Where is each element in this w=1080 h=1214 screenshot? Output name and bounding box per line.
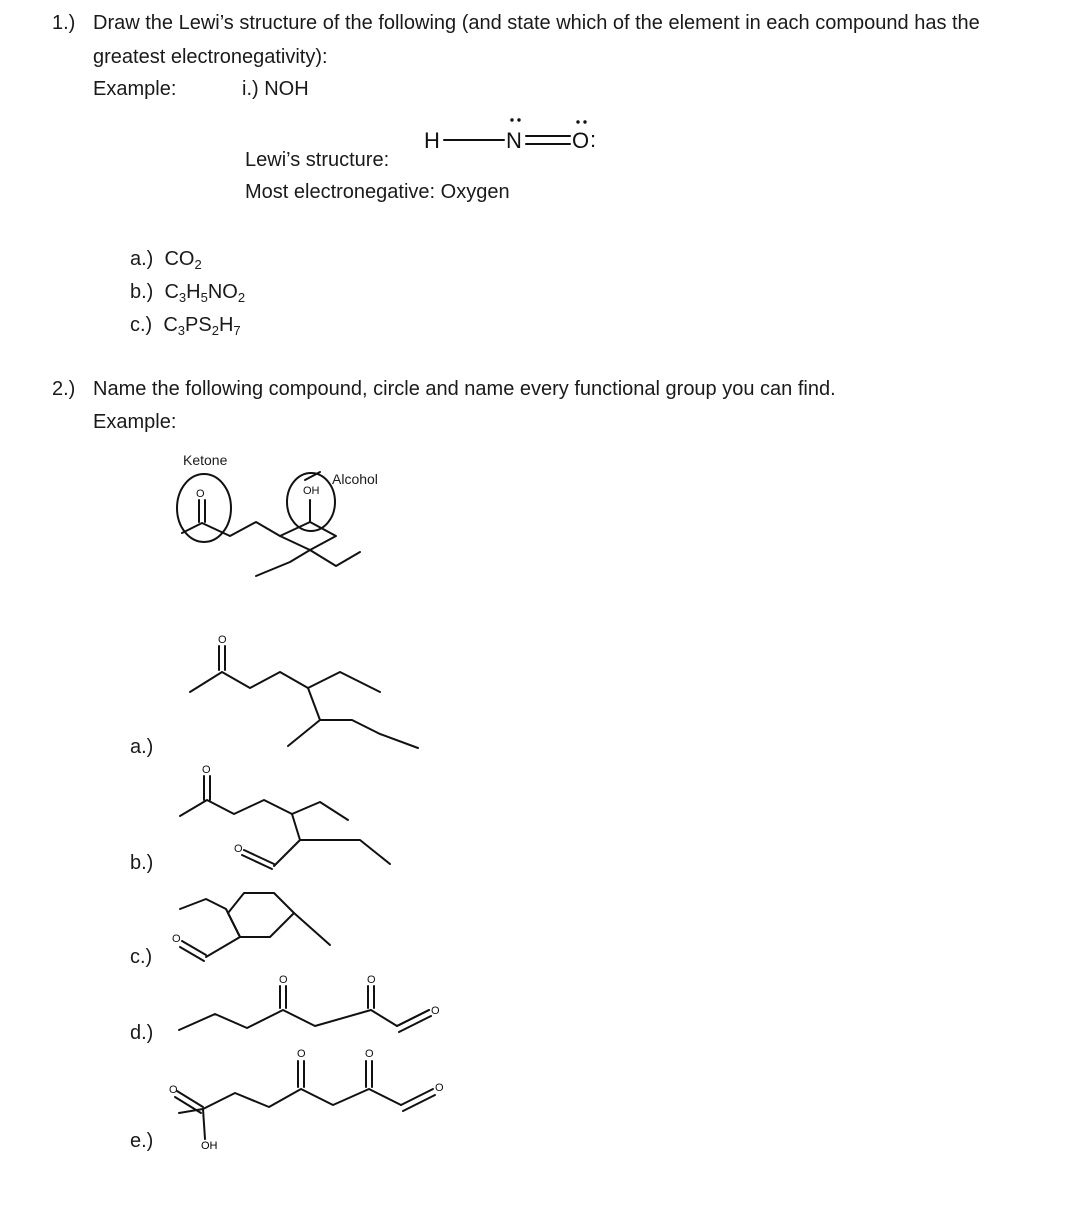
molecule-e-oxygen-1: O [169,1084,178,1096]
q2-item-d-label: d.) [130,1022,154,1044]
q2-item-a-label: a.) [130,736,154,758]
molecule-b-oxygen-1: O [202,764,211,776]
lewis-lone-pair: : [590,127,597,152]
q1-item-a [130,247,202,271]
molecule-c [170,885,370,975]
q1-prompt-line1: Draw the Lewi’s structure of the following (and state which of the element in each compound has the [93,12,980,34]
q1-number: 1.) [52,12,76,34]
molecule-e-oxygen-3: O [365,1048,374,1060]
q2-item-e-label: e.) [130,1130,154,1152]
molecule-a-oxygen: O [218,634,227,646]
q1-item-b [130,280,245,304]
most-electronegative-label: Most electronegative: Oxygen [245,181,510,203]
q1-item-c-formula: $C_3PS_2H_7$ [163,314,241,338]
molecule-d [175,970,455,1050]
molecule-d-oxygen-2: O [367,974,376,986]
lewis-atom-o: O [572,128,590,153]
molecule-e-oxygen-4: O [435,1082,444,1094]
q1-item-b-formula: $C_3H_5NO_2$ [164,281,246,305]
q1-item-c-label: c.) [130,314,153,336]
lewis-structure-label: Lewi’s structure: [245,149,390,171]
q1-item-b-label: b.) [130,281,154,303]
example-oxygen: O [196,488,205,500]
q1-item-a-formula: $CO_2$ [164,248,202,272]
lewis-atom-n: N [506,128,522,153]
molecule-b [170,760,430,870]
q2-example-label: Example: [93,411,177,433]
ketone-label: Ketone [183,452,228,468]
molecule-e [165,1045,455,1155]
q1-prompt-line2: greatest electronegativity): [93,46,328,68]
q2-number: 2.) [52,378,76,400]
q2-item-c-label: c.) [130,946,153,968]
molecule-e-oxygen-2: O [297,1048,306,1060]
molecule-e-oh: OH [201,1140,218,1152]
molecule-c-oxygen: O [172,933,181,945]
q1-example-item: i.) NOH [242,78,309,100]
q1-item-a-label: a.) [130,248,154,270]
molecule-b-oxygen-2: O [234,843,243,855]
molecule-d-oxygen-1: O [279,974,288,986]
example-oh-text: OH [303,485,320,497]
lewis-atom-h: H [424,128,440,153]
alcohol-label: Alcohol [332,471,378,487]
q1-example-label: Example: [93,78,177,100]
molecule-a [180,630,440,760]
lewis-structure-noh [420,116,620,156]
molecule-d-oxygen-3: O [431,1005,440,1017]
q1-item-c [130,313,241,337]
q2-item-b-label: b.) [130,852,154,874]
example-molecule [170,470,430,600]
q2-prompt: Name the following compound, circle and name every functional group you can find. [93,378,836,400]
